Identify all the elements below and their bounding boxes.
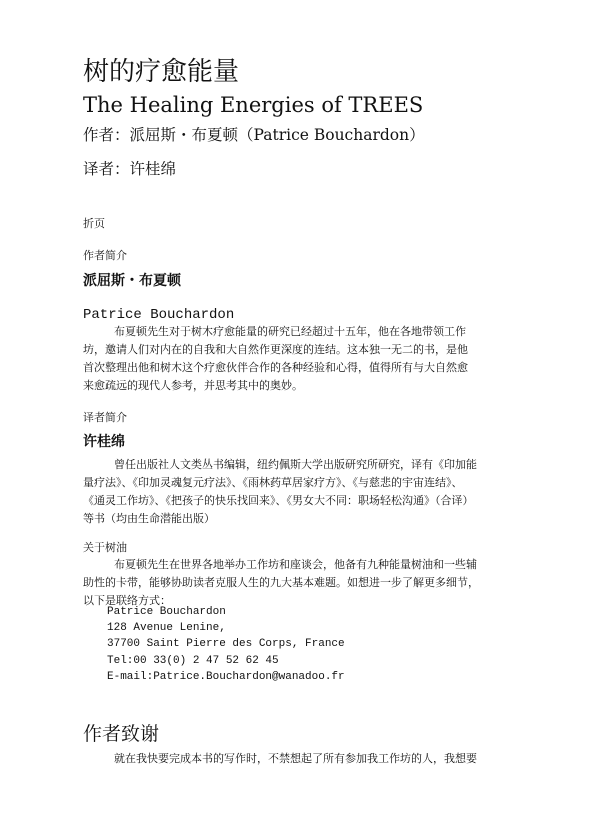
- book-title-english: The Healing Energies of TREES: [83, 93, 424, 117]
- translator-bio-paragraph: [83, 456, 515, 528]
- book-title-chinese: 树的疗愈能量: [83, 57, 240, 87]
- translator-intro-heading: 译者简介: [83, 411, 127, 424]
- author-name-chinese: 派屈斯・布夏顿: [83, 273, 181, 289]
- author-name-english: Patrice Bouchardon: [83, 307, 235, 323]
- author-bio-paragraph: [83, 323, 515, 395]
- translator-bio-line: 等书（均由生命潜能出版）: [83, 512, 215, 525]
- author-credit: 作者：派屈斯・布夏顿（Patrice Bouchardon）: [83, 126, 425, 144]
- acknowledgments-heading: 作者致谢: [83, 723, 160, 745]
- about-oil-line: 助性的卡带，能够协助读者克服人生的九大基本难题。如想进一步了解更多细节，: [83, 576, 479, 589]
- translator-bio-line: 《通灵工作坊》、《把孩子的快乐找回来》、《男女大不同：职场轻松沟通》（合译）: [83, 494, 474, 507]
- about-oil-line: 以下是联络方式：: [83, 594, 171, 607]
- about-oil-paragraph: [83, 556, 515, 610]
- author-bio-line: 坊，邀请人们对内在的自我和大自然作更深度的连结。这本独一无二的书，是他: [83, 343, 468, 356]
- about-oil-heading: 关于树油: [83, 541, 127, 554]
- author-bio-line: 来愈疏远的现代人参考，并思考其中的奥妙。: [83, 379, 303, 392]
- translator-bio-line: 量疗法》、《印加灵魂复元疗法》、《雨林药草居家疗方》、《与慈悲的宇宙连结》、: [83, 476, 463, 489]
- contact-name: Patrice Bouchardon: [107, 606, 226, 618]
- fold-page-label: 折页: [83, 217, 105, 230]
- translator-bio-line: 曾任出版社人文类丛书编辑，纽约佩斯大学出版研究所研究，译有《印加能: [114, 458, 477, 471]
- contact-email: E-mail:Patrice.Bouchardon@wanadoo.fr: [107, 670, 345, 683]
- author-bio-line: 首次整理出他和树木这个疗愈伙伴合作的各种经验和心得，值得所有与大自然愈: [83, 361, 468, 374]
- author-bio-line: 布夏顿先生对于树木疗愈能量的研究已经超过十五年，他在各地带领工作: [114, 325, 466, 338]
- contact-city: 37700 Saint Pierre des Corps, France: [107, 638, 345, 651]
- acknowledgments-paragraph: [83, 750, 515, 768]
- acknowledgments-line: 就在我快要完成本书的写作时，不禁想起了所有参加我工作坊的人，我想要: [114, 752, 477, 765]
- contact-street: 128 Avenue Lenine,: [107, 622, 226, 635]
- about-oil-line: 布夏顿先生在世界各地举办工作坊和座谈会，他备有九种能量树油和一些辅: [114, 558, 477, 571]
- translator-credit: 译者：许桂绵: [83, 160, 177, 178]
- translator-name: 许桂绵: [83, 434, 125, 450]
- contact-phone: Tel:00 33(0) 2 47 52 62 45: [107, 654, 279, 667]
- author-intro-heading: 作者简介: [83, 249, 127, 262]
- contact-info: [107, 604, 345, 685]
